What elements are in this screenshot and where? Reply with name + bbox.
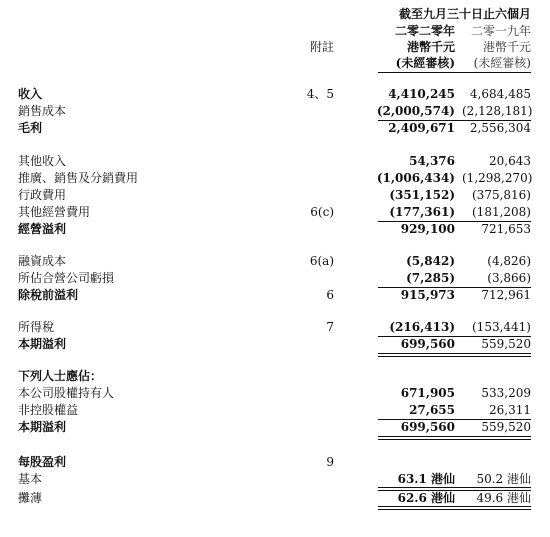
row-note-revenue: 4、5 (306, 87, 334, 101)
row-label-other-income: 其他收入 (18, 154, 67, 168)
row-value-2019-operating-profit: 721,653 (481, 222, 531, 236)
row-note-other-operating-expenses: 6(c) (310, 205, 334, 219)
row-label-income-tax: 所得稅 (18, 320, 55, 334)
row-label-equity-shareholders: 本公司股權持有人 (18, 386, 115, 400)
row-label-revenue: 收入 (18, 87, 43, 101)
row-value-2020-profit-before-tax: 915,973 (400, 288, 455, 302)
row-note-finance-costs: 6(a) (309, 254, 334, 268)
row-value-2019-non-controlling-interests: 26,311 (489, 403, 531, 417)
row-label-eps-diluted: 攤薄 (18, 491, 43, 505)
unit-2020-header: 港幣千元 (406, 40, 455, 54)
row-value-2019-other-operating-expenses: (181,208) (472, 205, 531, 219)
row-value-2020-operating-profit: 929,100 (400, 222, 455, 236)
row-value-2020-admin-expenses: (351,152) (389, 188, 455, 202)
row-value-2020-equity-shareholders: 671,905 (400, 386, 455, 400)
row-value-2019-equity-shareholders: 533,209 (481, 386, 531, 400)
row-label-cost-of-sales: 銷售成本 (18, 104, 67, 118)
row-label-profit-before-tax: 除稅前溢利 (18, 288, 79, 302)
row-label-earnings-per-share: 每股盈利 (18, 455, 67, 469)
year-2019-header: 二零一九年 (470, 24, 531, 38)
total-double-rule (378, 436, 531, 440)
row-value-2019-other-income: 20,643 (489, 154, 531, 168)
row-value-2020-profit-for-period: 699,560 (400, 337, 455, 351)
period-title: 截至九月三十日止六個月 (398, 7, 531, 21)
row-value-2020-share-of-jv-losses: (7,285) (406, 271, 455, 285)
row-label-operating-profit: 經營溢利 (18, 222, 67, 236)
row-value-2019-finance-costs: (4,826) (487, 254, 531, 268)
row-value-2019-income-tax: (153,441) (472, 320, 531, 334)
row-label-eps-basic: 基本 (18, 472, 43, 486)
row-value-2019-admin-expenses: (375,816) (472, 188, 531, 202)
row-value-2020-other-income: 54,376 (409, 154, 455, 168)
row-note-earnings-per-share: 9 (326, 455, 334, 469)
row-label-other-operating-expenses: 其他經營費用 (18, 205, 91, 219)
audit-2019-header: (未經審核) (473, 56, 531, 70)
row-value-2019-gross-profit: 2,556,304 (469, 121, 531, 135)
row-value-2020-distribution-expenses: (1,006,434) (376, 171, 455, 185)
row-value-2020-cost-of-sales: (2,000,574) (376, 104, 455, 118)
row-value-2020-finance-costs: (5,842) (406, 254, 455, 268)
row-label-profit-for-period: 本期溢利 (18, 337, 67, 351)
row-value-2019-eps-basic: 50.2 港仙 (476, 472, 531, 486)
eps-double-rule (378, 506, 531, 510)
row-label-attributable-to: 下列人士應佔： (18, 369, 103, 383)
year-2020-header: 二零二零年 (394, 24, 455, 38)
header-underline (378, 72, 531, 73)
row-value-2020-non-controlling-interests: 27,655 (409, 403, 455, 417)
row-note-income-tax: 7 (326, 320, 334, 334)
row-value-2020-eps-basic: 63.1 港仙 (397, 472, 455, 486)
audit-2020-header: (未經審核) (395, 56, 455, 70)
row-value-2020-eps-diluted: 62.6 港仙 (397, 491, 455, 505)
row-value-2020-income-tax: (216,413) (389, 320, 455, 334)
row-value-2019-profit-for-period: 559,520 (481, 337, 531, 351)
unit-2019-header: 港幣千元 (482, 40, 531, 54)
row-value-2019-cost-of-sales: (2,128,181) (462, 104, 533, 118)
row-label-distribution-expenses: 推廣、銷售及分銷費用 (18, 171, 139, 185)
row-label-gross-profit: 毛利 (18, 121, 43, 135)
row-value-2019-share-of-jv-losses: (3,866) (487, 271, 531, 285)
row-label-profit-for-period-total: 本期溢利 (18, 420, 67, 434)
row-value-2019-profit-before-tax: 712,961 (481, 288, 531, 302)
row-value-2019-distribution-expenses: (1,298,270) (462, 171, 533, 185)
row-value-2019-revenue: 4,684,485 (469, 87, 531, 101)
row-note-profit-before-tax: 6 (326, 288, 334, 302)
row-label-non-controlling-interests: 非控股權益 (18, 403, 79, 417)
row-value-2019-profit-for-period-total: 559,520 (481, 420, 531, 434)
row-value-2019-eps-diluted: 49.6 港仙 (476, 491, 531, 505)
row-value-2020-gross-profit: 2,409,671 (388, 121, 455, 135)
row-value-2020-revenue: 4,410,245 (388, 87, 455, 101)
row-value-2020-other-operating-expenses: (177,361) (389, 205, 455, 219)
total-double-rule (378, 353, 531, 357)
row-label-admin-expenses: 行政費用 (18, 188, 67, 202)
row-value-2020-profit-for-period-total: 699,560 (400, 420, 455, 434)
row-label-share-of-jv-losses: 所佔合營公司虧損 (18, 271, 115, 285)
note-column-header: 附註 (309, 40, 334, 54)
row-label-finance-costs: 融資成本 (18, 254, 67, 268)
